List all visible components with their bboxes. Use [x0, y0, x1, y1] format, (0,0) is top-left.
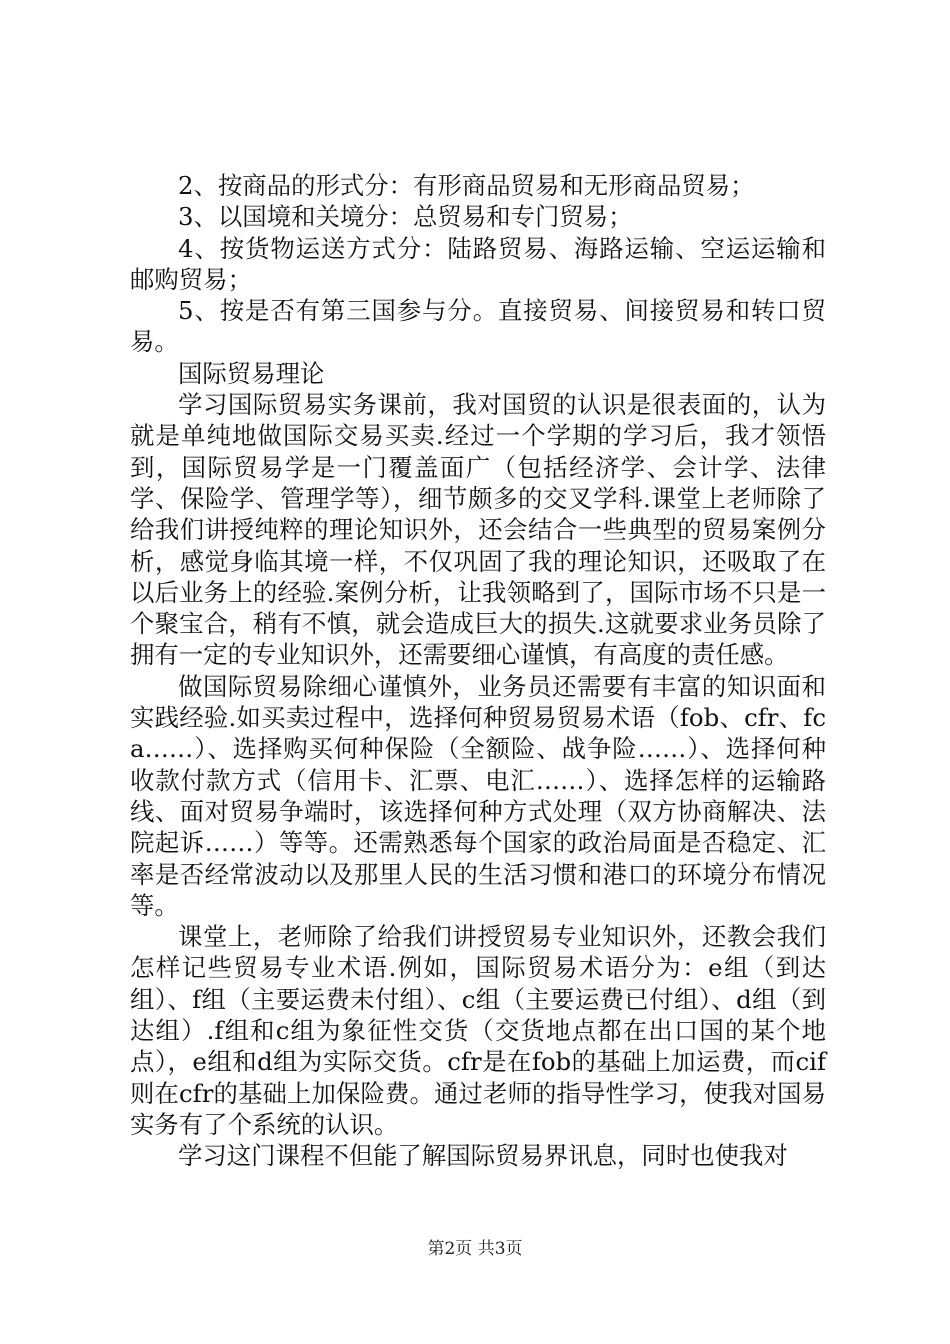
paragraph-continuation: 学习这门课程不但能了解国际贸易界讯息，同时也使我对 — [178, 1141, 788, 1171]
section-heading: 国际贸易理论 — [178, 358, 325, 388]
paragraph-practical-knowledge: 做国际贸易除细心谨慎外，业务员还需要有丰富的知识面和实践经验.如买卖过程中，选择何种贸易贸易术语（fob、cfr、fca……）、选择购买何种保险（全额险、战争险……）、选择何种收款付款方式（信用卡、汇票、电汇……）、选择怎样的运输路线、面对贸易争端时，该选择何种方式处理（双方协商解决、法院起诉……）等等。还需熟悉每个国家的政治局面是否稳定、汇率是否经常波动以及那里人民的生活习惯和港口的环境分布情况等。 — [130, 671, 826, 920]
document-body — [130, 170, 826, 1172]
paragraph-course-reflection: 学习国际贸易实务课前，我对国贸的认识是很表面的，认为就是单纯地做国际交易买卖.经过一个学期的学习后，我才领悟到，国际贸易学是一门覆盖面广（包括经济学、会计学、法律学、保险学、管理学等），细节颇多的交叉学科.课堂上老师除了给我们讲授纯粹的理论知识外，还会结合一些典型的贸易案例分析，感觉身临其境一样，不仅巩固了我的理论知识，还吸取了在以后业务上的经验.案例分析，让我领略到了，国际市场不只是一个聚宝合，稍有不慎，就会造成巨大的损失.这就要求业务员除了拥有一定的专业知识外，还需要细心谨慎，有高度的责任感。 — [130, 390, 826, 670]
paragraph-trade-by-transport: 4、按货物运送方式分：陆路贸易、海路运输、空运运输和邮购贸易； — [130, 233, 826, 294]
page-number-footer: 第2页 共3页 — [427, 1239, 523, 1259]
paragraph-trade-terms: 课堂上，老师除了给我们讲授贸易专业知识外，还教会我们怎样记些贸易专业术语.例如，国际贸易术语分为：e组（到达组）、f组（主要运费未付组）、c组（主要运费已付组）、d组（到达组）.f组和c组为象征性交货（交货地点都在出口国的某个地点），e组和d组为实际交货。cfr是在fob的基础上加运费，而cif则在cfr的基础上加保险费。通过老师的指导性学习，使我对国易实务有了个系统的认识。 — [130, 922, 826, 1139]
paragraph-trade-by-border: 3、以国境和关境分：总贸易和专门贸易； — [178, 202, 633, 232]
paragraph-trade-by-third-country: 5、按是否有第三国参与分。直接贸易、间接贸易和转口贸易。 — [130, 296, 826, 357]
paragraph-trade-by-goods-form: 2、按商品的形式分：有形商品贸易和无形商品贸易； — [178, 171, 755, 200]
